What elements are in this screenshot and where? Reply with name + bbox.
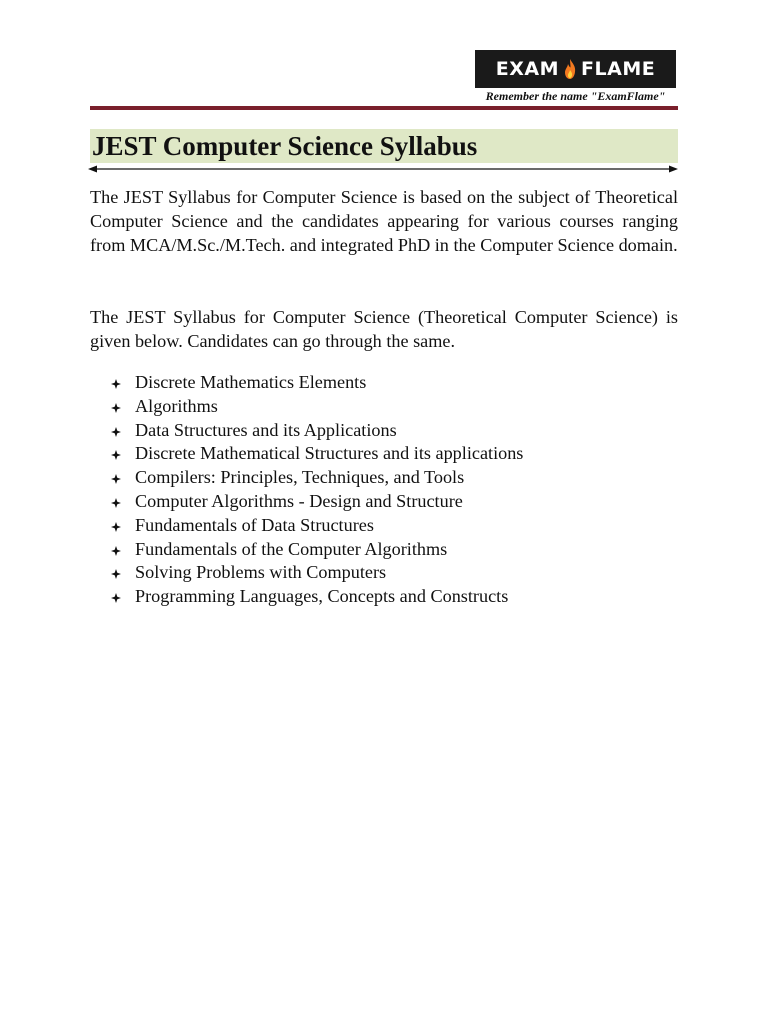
list-item <box>110 561 670 585</box>
diamond-bullet-icon <box>111 593 121 603</box>
diamond-bullet-icon <box>111 450 121 460</box>
syllabus-intro-paragraph: The JEST Syllabus for Computer Science (Theoretical Computer Science) is given below. Candidates can go through the same. <box>90 307 678 351</box>
topic-label: Computer Algorithms - Design and Structure <box>135 490 463 511</box>
intro-paragraph: The JEST Syllabus for Computer Science is based on the subject of Theoretical Computer Science and the candidates appearing for various courses ranging from MCA/M.Sc./M.Tech. and integrated PhD in the Computer Science domain. <box>90 187 678 255</box>
list-item <box>110 395 670 419</box>
list-item <box>110 466 670 490</box>
topic-label: Programming Languages, Concepts and Constructs <box>135 586 509 607</box>
list-item <box>110 442 670 466</box>
list-item <box>110 538 670 562</box>
list-item <box>110 514 670 538</box>
topic-label: Compilers: Principles, Techniques, and Tools <box>135 467 465 488</box>
topic-label: Discrete Mathematics Elements <box>135 372 367 392</box>
diamond-bullet-icon <box>111 379 121 389</box>
header-divider <box>90 106 678 110</box>
syllabus-topic-list <box>110 371 670 609</box>
title-banner <box>90 129 678 163</box>
list-item <box>110 585 670 609</box>
diamond-bullet-icon <box>111 569 121 579</box>
flame-icon <box>563 58 577 80</box>
topic-label: Algorithms <box>135 395 218 416</box>
page-title: JEST Computer Science Syllabus <box>92 131 478 161</box>
diamond-bullet-icon <box>111 474 121 484</box>
topic-label: Fundamentals of the Computer Algorithms <box>135 538 448 559</box>
list-item <box>110 490 670 514</box>
topic-label: Discrete Mathematical Structures and its applications <box>135 443 524 464</box>
examflame-logo[interactable] <box>475 50 676 88</box>
topic-label: Solving Problems with Computers <box>135 562 387 583</box>
topic-label: Data Structures and its Applications <box>135 419 397 440</box>
double-arrow-divider <box>88 163 678 175</box>
logo-text-flame: FLAME <box>581 58 656 80</box>
list-item <box>110 371 670 395</box>
topic-label: Fundamentals of Data Structures <box>135 514 374 535</box>
diamond-bullet-icon <box>111 498 121 508</box>
diamond-bullet-icon <box>111 522 121 532</box>
logo-text-exam: EXAM <box>495 58 560 80</box>
diamond-bullet-icon <box>111 546 121 556</box>
diamond-bullet-icon <box>111 403 121 413</box>
list-item <box>110 419 670 443</box>
logo-tagline: Remember the name "ExamFlame" <box>485 89 666 103</box>
diamond-bullet-icon <box>111 427 121 437</box>
